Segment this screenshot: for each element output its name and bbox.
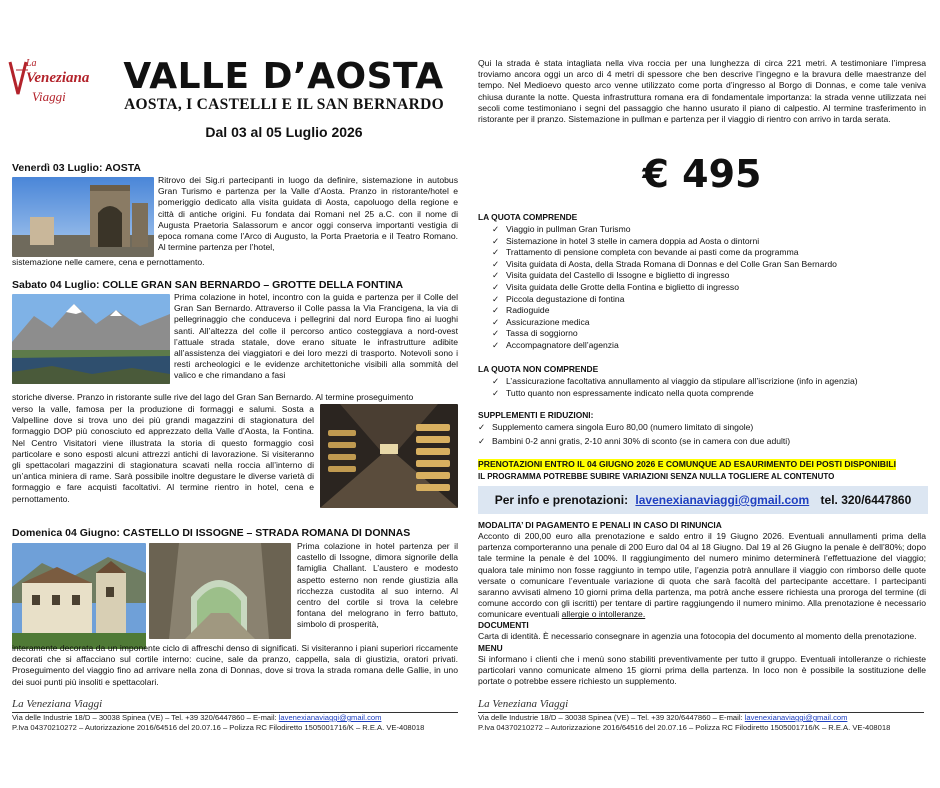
- list-item: ✓ Supplemento camera singola Euro 80,00 (numero limitato di singole): [478, 422, 754, 432]
- footer-legal-right: P.Iva 04370210272 – Autorizzazione 2016/64516 del 20.07.16 – Polizza RC Filodiretto 1505001716/K – R.E.A. VE-408018: [478, 723, 891, 732]
- footer-address-text: Via delle Industrie 18/D – 30038 Spinea (VE) – Tel. +39 320/6447860 – E-mail:: [478, 713, 743, 722]
- day1-text: Ritrovo dei Sig.ri partecipanti in luogo da definire, sistemazione in autobus Gran Turismo e partenza per la Valle d’Aosta. Pranzo in ristorante/hotel e pomeriggio dedicato alla visita guidata di Aosta, capoluogo della regione e città di antiche origini. Fu fondata dai Romani nel 25 a.C. con il nome di Augusta Praetoria Salassorum e ancor oggi conserva importanti vestigia di epoca romana come l’Arco di Augusto, la Porta Praetoria e il Teatro Romano. Al termine partenza per l’hotel,: [158, 175, 458, 253]
- check-icon: ✓: [492, 293, 500, 304]
- check-icon: ✓: [492, 316, 500, 327]
- day2-text-c: verso la valle, famosa per la produzione di formaggi e salumi. Sosta a Valpelline dove si trova uno dei più grandi magazzini di stagionatura del formaggio DOP più conosciuto ed apprezzato della Valle d’Aosta, la Fontina. Nel Centro Visitatori viene illustrata la storia di questo formaggio così particolare e sono esposti alcuni attrezzi antichi di lavorazione. Si visiteranno gli spettacolari magazzini di stagionatura scavati nella roccia all’interno di un’antica miniera di rame. Sarà possibile inoltre degustare le diverse varietà di formaggio e fare acquisti facoltativi. Al termine rientro in hotel, cena e pernottamento.: [12, 404, 314, 504]
- trip-price: € 495: [642, 152, 762, 196]
- footer-signature-right: La Veneziana Viaggi: [478, 698, 569, 710]
- logo-text-veneziana: Veneziana: [26, 70, 90, 86]
- list-item: ✓ Sistemazione in hotel 3 stelle in camera doppia ad Aosta o dintorni: [492, 235, 760, 246]
- day3-continuation: Qui la strada è stata intagliata nella viva roccia per una lunghezza di circa 221 metri. A testimoniare l’impresa troviamo ancora oggi un arco di 4 metri di spessore che ben descrive l’ingegno e la bravura delle maestranze del tempo. Nel Medioevo questo arco venne utilizzato come porta d’ingresso al Borgo di Donnas, e come tale veniva chiusa durante la notte. Questa infrastruttura romana era di fondamentale importanza: la strada venne utilizzata nei secoli come testimoniano i segni del passaggio che hanno usurato il piano di calpestio. Al termine trasferimento in ristorante per il pranzo. Sistemazione in pullman e partenza per il viaggio di rientro con arrivo in tarda serata.: [478, 58, 926, 125]
- includes-list: [492, 224, 837, 352]
- check-icon: ✓: [492, 270, 500, 281]
- includes-heading: LA QUOTA COMPRENDE: [478, 212, 578, 222]
- footer-address-text: Via delle Industrie 18/D – 30038 Spinea (VE) – Tel. +39 320/6447860 – E-mail:: [12, 713, 277, 722]
- day3-heading: Domenica 04 Giugno: CASTELLO DI ISSOGNE – STRADA ROMANA DI DONNAS: [12, 527, 411, 539]
- booking-deadline: PRENOTAZIONI ENTRO IL 04 GIUGNO 2026 E COMUNQUE AD ESAURIMENTO DEI POSTI DISPONIBILI: [478, 459, 896, 469]
- check-icon: ✓: [492, 376, 500, 386]
- san-bernardo-photo: [12, 294, 170, 384]
- contact-label: Per info e prenotazioni:: [494, 493, 629, 507]
- day2-text-a: Prima colazione in hotel, incontro con la guida e partenza per il Colle del Gran San Bernardo. Attraverso il Colle passa la Via Francigena, la via di pellegrinaggio che conduceva i pellegrini dal nord Europa fino ai luoghi santi. All’altezza del colle il percorso antico costeggiava a nord-ovest l’attuale strada statale, dove erano situate le infrastrutture adibite all’assistenza dei viaggiatori e dei loro mezzi di trasporto. Notevoli sono i resti archeologici e le evidenze architettoniche visibili alla sommità del valico e che rimandano a fasi: [174, 292, 458, 381]
- check-icon: ✓: [478, 422, 486, 432]
- program-note: IL PROGRAMMA POTREBBE SUBIRE VARIAZIONI SENZA NULLA TOGLIERE AL CONTENUTO: [478, 472, 835, 481]
- list-item: ✓ Tassa di soggiorno: [492, 328, 578, 339]
- list-item: ✓ Visita guidata di Aosta, della Strada Romana di Donnas e del Colle Gran San Bernardo: [492, 258, 837, 269]
- contact-phone: tel. 320/6447860: [820, 493, 912, 507]
- list-item: ✓ Piccola degustazione di fontina: [492, 293, 625, 304]
- page-title: VALLE D’AOSTA: [123, 56, 444, 97]
- day3-text-b: interamente decorata da un imponente ciclo di affreschi denso di significati. Si visiteranno i piani superiori riccamente decorati che si affacciano sul cortile interno: cucine, sale da pranzo, cappella, sala di giustizia, oratori privati. Proseguimento del viaggio fino ad arrivare nella zona di Donnas, dove si trova la strada romana delle Gallie, in uno dei suoi punti più insoliti e spettacolari.: [12, 643, 458, 687]
- list-item: ✓ L’assicurazione facoltativa annullamento al viaggio da stipulare all’iscrizione (info in agenzia): [492, 376, 858, 386]
- allergies-link[interactable]: allergie o intolleranze.: [561, 609, 646, 620]
- contact-bar: [478, 486, 928, 514]
- day1-text-tail: sistemazione nelle camere, cena e pernottamento.: [12, 257, 205, 267]
- check-icon: ✓: [478, 435, 486, 446]
- check-icon: ✓: [492, 258, 500, 269]
- check-icon: ✓: [492, 281, 500, 292]
- check-icon: ✓: [492, 339, 500, 350]
- aosta-photo: [12, 177, 154, 257]
- contact-email-link[interactable]: lavenexianaviaggi@gmail.com: [635, 493, 810, 507]
- day2-heading: Sabato 04 Luglio: COLLE GRAN SAN BERNARDO – GROTTE DELLA FONTINA: [12, 279, 404, 291]
- footer-address-right: [478, 713, 924, 723]
- list-item: ✓ Trattamento di pensione completa con bevande ai pasti come da programma: [492, 247, 799, 258]
- logo-text-viaggi: Viaggi: [32, 89, 66, 104]
- footer-email-link[interactable]: lavenexianaviaggi@gmail.com: [278, 713, 382, 722]
- check-icon: ✓: [492, 235, 500, 246]
- payment-heading: MODALITA’ DI PAGAMENTO E PENALI IN CASO DI RINUNCIA: [478, 520, 722, 530]
- check-icon: ✓: [492, 328, 500, 339]
- list-item: ✓ Tutto quanto non espressamente indicato nella quota comprende: [492, 387, 754, 398]
- logo-text-la: La: [26, 58, 37, 69]
- check-icon: ✓: [492, 387, 500, 398]
- menu-text: Si informano i clienti che i menù sono stabiliti preventivamente per tutto il gruppo. Eventuali intolleranze o richieste particolari vanno comunicate almeno 15 giorni prima della partenza. In loco non è possibile la sostituzione delle portate o potrebbe essere richiesto un supplemento.: [478, 654, 926, 687]
- check-icon: ✓: [492, 224, 500, 234]
- list-item: ✓ Bambini 0-2 anni gratis, 2-10 anni 30% di sconto (se in camera con due adulti): [478, 435, 791, 446]
- menu-heading: MENU: [478, 643, 503, 653]
- fontina-cellar-photo: [320, 404, 458, 508]
- footer-email-link[interactable]: lavenexianaviaggi@gmail.com: [744, 713, 848, 722]
- documents-heading: DOCUMENTI: [478, 620, 529, 630]
- footer-address-left: [12, 713, 458, 723]
- trip-dates: Dal 03 al 05 Luglio 2026: [205, 124, 363, 140]
- list-item: ✓ Viaggio in pullman Gran Turismo: [492, 224, 631, 234]
- list-item: ✓ Accompagnatore dell’agenzia: [492, 339, 619, 350]
- supplements-list: [478, 422, 790, 447]
- list-item: ✓ Assicurazione medica: [492, 316, 590, 327]
- brand-logo: [4, 56, 104, 112]
- day3-text-a: Prima colazione in hotel partenza per il castello di Issogne, dimora signorile della famiglia Challant. L’austero e modesto aspetto esterno non rende giustizia alla ricchezza custodita al suo interno. Al centro del cortile si trova la celebre fontana del melograno in ferro battuto, simbolo di prosperità,: [297, 541, 458, 630]
- payment-text: Acconto di 200,00 euro alla prenotazione e saldo entro il 19 Giugno 2026. Eventuali annullamenti prima della partenza comporteranno una penale di 200 Euro dal 04 al 18 Giugno. Dal 19 al 26 Giugno la penale è dell’80%; dopo tale termine la penale è del 100%. Il raggiungimento del numero minimo determinerà l’effettuazione del viaggio; qualora tale minimo non fosse raggiunto in tempo utile, l’agenzia potrà annullare il viaggio con rimborso delle quote versate o comunicare l’eventuale variazione di quota che sarà facoltà del partecipante accettare. I partecipanti saranno avvisati almeno 10 giorni prima della partenza, ma potrà anche essere richiesta una proroga del termine (di comune accordo con gli iscritti) per tentare di partire raggiungendo il numero minimo. Alla prenotazione è necessario comunicare eventuali allergie o intolleranze.: [478, 531, 926, 620]
- day2-text-b: storiche diverse. Pranzo in ristorante sulle rive del lago del Gran San Bernardo. Al termine proseguimento: [12, 392, 414, 402]
- page-subtitle: AOSTA, I CASTELLI E IL SAN BERNARDO: [124, 96, 444, 113]
- check-icon: ✓: [492, 247, 500, 258]
- documents-text: Carta di identità. È necessario consegnare in agenzia una fotocopia del documento al momento della prenotazione.: [478, 631, 917, 641]
- excludes-list: [492, 376, 858, 399]
- footer-legal-left: P.Iva 04370210272 – Autorizzazione 2016/64516 del 20.07.16 – Polizza RC Filodiretto 1505001716/K – R.E.A. VE-408018: [12, 723, 425, 732]
- day1-heading: Venerdì 03 Luglio: AOSTA: [12, 162, 141, 174]
- list-item: ✓ Visita guidata del Castello di Issogne e biglietto di ingresso: [492, 270, 730, 281]
- list-item: ✓ Visita guidata delle Grotte della Fontina e biglietto di ingresso: [492, 281, 739, 292]
- list-item: ✓ Radioguide: [492, 305, 550, 316]
- footer-signature-left: La Veneziana Viaggi: [12, 698, 103, 710]
- supplements-heading: SUPPLEMENTI E RIDUZIONI:: [478, 410, 594, 420]
- donnas-road-photo: [149, 543, 291, 639]
- check-icon: ✓: [492, 305, 500, 316]
- issogne-castle-photo: [12, 543, 146, 649]
- excludes-heading: LA QUOTA NON COMPRENDE: [478, 364, 599, 374]
